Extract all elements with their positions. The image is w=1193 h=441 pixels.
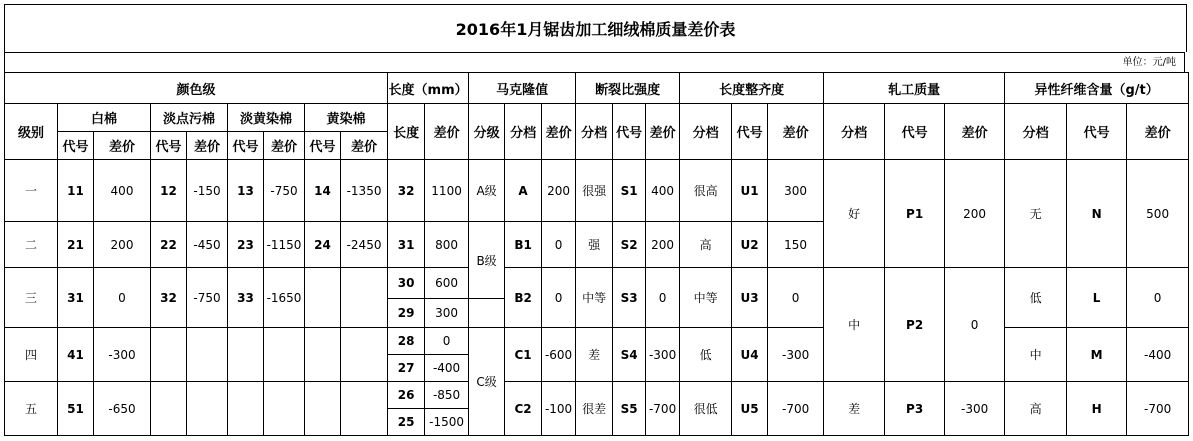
length-value: 32	[388, 160, 425, 222]
ff-diff: -700	[1127, 382, 1189, 436]
ff-diff: 0	[1127, 268, 1189, 328]
mic-tier: B1	[505, 222, 542, 268]
y-code-empty	[305, 382, 341, 436]
header-ff-diff: 差价	[1127, 104, 1189, 160]
str-diff: 400	[646, 160, 680, 222]
str-tier: 差	[576, 328, 613, 382]
header-white-cotton: 白棉	[58, 104, 151, 132]
length-value: 31	[388, 222, 425, 268]
str-tier: 强	[576, 222, 613, 268]
uni-diff: 0	[768, 268, 824, 328]
uni-code: U2	[732, 222, 768, 268]
str-code: S2	[613, 222, 646, 268]
gin-tier: 好	[824, 160, 885, 268]
uni-tier: 中等	[680, 268, 732, 328]
y-code-empty	[305, 268, 341, 328]
gin-diff: 0	[945, 268, 1005, 382]
uni-tier: 很低	[680, 382, 732, 436]
header-str-tier: 分档	[576, 104, 613, 160]
gin-tier: 差	[824, 382, 885, 436]
str-code: S3	[613, 268, 646, 328]
mic-diff: -600	[542, 328, 576, 382]
header-str-diff: 差价	[646, 104, 680, 160]
uni-diff: -300	[768, 328, 824, 382]
ls-diff-empty	[187, 328, 228, 382]
mic-diff: -100	[542, 382, 576, 436]
header-white-diff: 差价	[94, 132, 151, 160]
white-diff: 200	[94, 222, 151, 268]
length-diff: 600	[425, 268, 469, 299]
header-mic-diff: 差价	[542, 104, 576, 160]
str-code: S4	[613, 328, 646, 382]
grade-cell: 五	[5, 382, 58, 436]
header-foreign-fiber: 异性纤维含量（g/t）	[1005, 73, 1189, 104]
y-diff: -2450	[341, 222, 388, 268]
mic-tier: C2	[505, 382, 542, 436]
white-diff: -300	[94, 328, 151, 382]
mic-tier: B2	[505, 268, 542, 328]
mic-diff: 200	[542, 160, 576, 222]
str-diff: -300	[646, 328, 680, 382]
header-uni-diff: 差价	[768, 104, 824, 160]
mic-tier: A	[505, 160, 542, 222]
white-code: 51	[58, 382, 94, 436]
grade-cell: 二	[5, 222, 58, 268]
length-diff: -1500	[425, 409, 469, 436]
header-micronaire: 马克隆值	[469, 73, 576, 104]
gin-diff: -300	[945, 382, 1005, 436]
header-yellow: 黄染棉	[305, 104, 388, 132]
y-code: 14	[305, 160, 341, 222]
ly-code: 33	[228, 268, 264, 328]
length-value: 28	[388, 328, 425, 355]
white-diff: 400	[94, 160, 151, 222]
header-white-code: 代号	[58, 132, 94, 160]
ff-code: N	[1067, 160, 1127, 268]
header-ff-tier: 分档	[1005, 104, 1067, 160]
ff-code: L	[1067, 268, 1127, 328]
length-diff: 1100	[425, 160, 469, 222]
str-code: S5	[613, 382, 646, 436]
uni-diff: 150	[768, 222, 824, 268]
grade-cell: 三	[5, 268, 58, 328]
str-tier: 中等	[576, 268, 613, 328]
str-diff: 200	[646, 222, 680, 268]
header-gin-tier: 分档	[824, 104, 885, 160]
gin-tier: 中	[824, 268, 885, 382]
ls-code-empty	[151, 382, 187, 436]
uni-diff: 300	[768, 160, 824, 222]
header-ginning: 轧工质量	[824, 73, 1005, 104]
ls-diff: -750	[187, 268, 228, 328]
ls-diff-empty	[187, 382, 228, 436]
mic-level: C级	[469, 328, 505, 436]
ly-code: 23	[228, 222, 264, 268]
y-code: 24	[305, 222, 341, 268]
mic-level: A级	[469, 160, 505, 222]
ff-tier: 低	[1005, 268, 1067, 328]
ff-code: H	[1067, 382, 1127, 436]
header-strength: 断裂比强度	[576, 73, 680, 104]
header-ly-diff: 差价	[264, 132, 305, 160]
ly-diff: -1150	[264, 222, 305, 268]
header-ls-diff: 差价	[187, 132, 228, 160]
ff-diff: -400	[1127, 328, 1189, 382]
length-value: 25	[388, 409, 425, 436]
uni-code: U3	[732, 268, 768, 328]
str-diff: 0	[646, 268, 680, 328]
ly-code-empty	[228, 382, 264, 436]
header-mic-tier: 分档	[505, 104, 542, 160]
length-diff: -850	[425, 382, 469, 409]
header-length-diff: 差价	[425, 104, 469, 160]
length-diff: 800	[425, 222, 469, 268]
gin-code: P2	[885, 268, 945, 382]
ls-code: 32	[151, 268, 187, 328]
header-y-diff: 差价	[341, 132, 388, 160]
header-mic-level: 分级	[469, 104, 505, 160]
ls-diff: -150	[187, 160, 228, 222]
ls-code-empty	[151, 328, 187, 382]
table-title: 2016年1月锯齿加工细绒棉质量差价表	[4, 4, 1187, 52]
y-diff-empty	[341, 268, 388, 328]
ls-code: 22	[151, 222, 187, 268]
unit-note: 单位：元/吨	[4, 52, 1185, 72]
price-table	[4, 72, 1189, 436]
y-diff: -1350	[341, 160, 388, 222]
ff-tier: 高	[1005, 382, 1067, 436]
header-gin-code: 代号	[885, 104, 945, 160]
uni-code: U5	[732, 382, 768, 436]
ls-code: 12	[151, 160, 187, 222]
mic-tier: C1	[505, 328, 542, 382]
y-code-empty	[305, 328, 341, 382]
mic-level: B级	[469, 222, 505, 299]
header-uniformity: 长度整齐度	[680, 73, 824, 104]
header-str-code: 代号	[613, 104, 646, 160]
grade-cell: 一	[5, 160, 58, 222]
ff-code: M	[1067, 328, 1127, 382]
length-value: 29	[388, 299, 425, 328]
uni-code: U4	[732, 328, 768, 382]
header-ls-code: 代号	[151, 132, 187, 160]
white-code: 31	[58, 268, 94, 328]
ly-code: 13	[228, 160, 264, 222]
str-tier: 很强	[576, 160, 613, 222]
white-code: 41	[58, 328, 94, 382]
mic-diff: 0	[542, 268, 576, 328]
y-diff-empty	[341, 382, 388, 436]
uni-tier: 很高	[680, 160, 732, 222]
uni-code: U1	[732, 160, 768, 222]
uni-tier: 高	[680, 222, 732, 268]
str-code: S1	[613, 160, 646, 222]
ff-tier: 中	[1005, 328, 1067, 382]
white-code: 21	[58, 222, 94, 268]
y-diff-empty	[341, 328, 388, 382]
white-code: 11	[58, 160, 94, 222]
header-length-value: 长度	[388, 104, 425, 160]
ly-diff: -750	[264, 160, 305, 222]
ly-code-empty	[228, 328, 264, 382]
ly-diff: -1650	[264, 268, 305, 328]
length-value: 26	[388, 382, 425, 409]
length-value: 27	[388, 355, 425, 382]
header-light-yellow: 淡黄染棉	[228, 104, 305, 132]
ly-diff-empty	[264, 328, 305, 382]
gin-code: P1	[885, 160, 945, 268]
header-grade: 级别	[5, 104, 58, 160]
str-tier: 很差	[576, 382, 613, 436]
header-ly-code: 代号	[228, 132, 264, 160]
length-diff: 300	[425, 299, 469, 328]
header-y-code: 代号	[305, 132, 341, 160]
gin-code: P3	[885, 382, 945, 436]
header-ff-code: 代号	[1067, 104, 1127, 160]
uni-tier: 低	[680, 328, 732, 382]
header-length: 长度（mm）	[388, 73, 469, 104]
length-diff: -400	[425, 355, 469, 382]
ff-diff: 500	[1127, 160, 1189, 268]
str-diff: -700	[646, 382, 680, 436]
length-value: 30	[388, 268, 425, 299]
header-light-spotted: 淡点污棉	[151, 104, 228, 132]
grade-cell: 四	[5, 328, 58, 382]
mic-diff: 0	[542, 222, 576, 268]
ff-tier: 无	[1005, 160, 1067, 268]
header-color: 颜色级	[5, 73, 388, 104]
price-sheet	[4, 4, 1187, 437]
gin-diff: 200	[945, 160, 1005, 268]
ls-diff: -450	[187, 222, 228, 268]
white-diff: 0	[94, 268, 151, 328]
white-diff: -650	[94, 382, 151, 436]
length-diff: 0	[425, 328, 469, 355]
header-uni-tier: 分档	[680, 104, 732, 160]
uni-diff: -700	[768, 382, 824, 436]
header-gin-diff: 差价	[945, 104, 1005, 160]
ly-diff-empty	[264, 382, 305, 436]
header-uni-code: 代号	[732, 104, 768, 160]
